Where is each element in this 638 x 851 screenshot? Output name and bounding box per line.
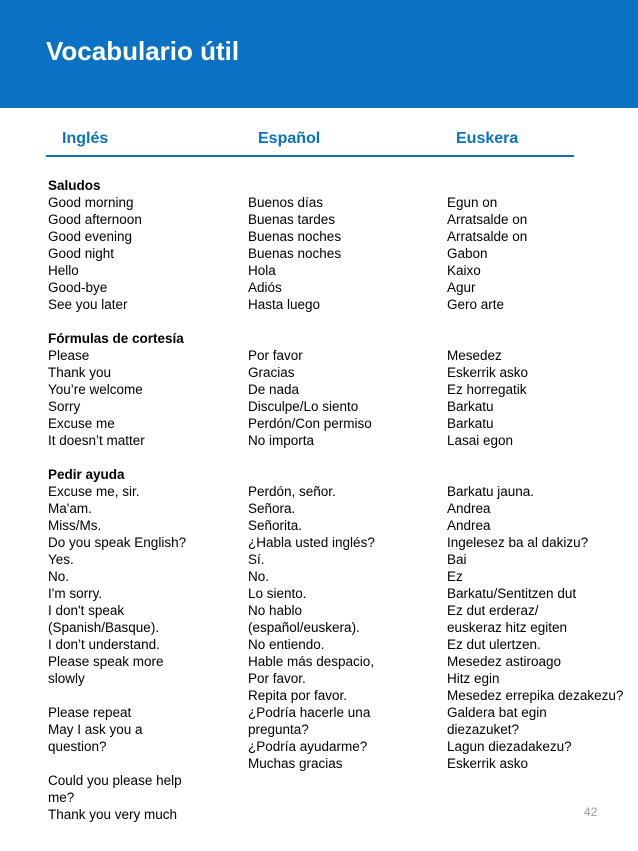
spanish-phrase: No. — [248, 569, 270, 584]
english-phrase: Good-bye — [48, 280, 108, 295]
spanish-phrase — [248, 466, 375, 483]
english-phrase: Hello — [48, 263, 79, 278]
basque-phrase: Hitz egin — [447, 671, 500, 686]
spanish-phrase: Por favor — [248, 348, 303, 363]
spanish-phrase: Sí. — [248, 552, 265, 567]
spanish-phrase: Buenas noches — [248, 246, 342, 261]
english-phrase: Ma'am. — [48, 501, 92, 516]
section-heading: Fórmulas de cortesía — [48, 331, 184, 346]
english-phrase: Good evening — [48, 229, 133, 244]
spanish-phrase: Señora. — [248, 501, 296, 516]
basque-phrase: Ez horregatik — [447, 382, 527, 397]
english-phrase: You’re welcome — [48, 382, 143, 397]
basque-phrase: euskeraz hitz egiten — [447, 620, 568, 635]
spanish-phrase: Lo siento. — [248, 586, 307, 601]
english-phrase: Sorry — [48, 399, 81, 414]
section-heading: Pedir ayuda — [48, 467, 125, 482]
column-header-basque: Euskera — [456, 130, 519, 147]
basque-phrase: Arratsalde on — [447, 212, 528, 227]
english-phrase: question? — [48, 739, 107, 754]
spanish-phrase: Buenos días — [248, 195, 324, 210]
english-phrase: Good morning — [48, 195, 134, 210]
basque-phrase: Lasai egon — [447, 433, 514, 448]
spanish-phrase: Por favor. — [248, 671, 306, 686]
page-number: 42 — [584, 805, 598, 819]
english-phrase: me? — [48, 790, 75, 805]
spanish-phrase: ¿Podría hacerle una — [248, 705, 371, 720]
basque-phrase: Eskerrik asko — [447, 756, 529, 771]
section-heading: Saludos — [48, 178, 101, 193]
basque-phrase: Egun on — [447, 195, 498, 210]
header-divider — [46, 155, 574, 157]
basque-phrase: Andrea — [447, 501, 491, 516]
english-phrase: I don’t understand. — [48, 637, 160, 652]
basque-phrase: Arratsalde on — [447, 229, 528, 244]
english-phrase: I don't speak — [48, 603, 125, 618]
basque-phrase: Barkatu jauna. — [447, 484, 535, 499]
basque-phrase — [447, 330, 623, 347]
column-header-spanish: Español — [258, 130, 321, 147]
basque-phrase: Eskerrik asko — [447, 365, 529, 380]
basque-phrase: Andrea — [447, 518, 491, 533]
spanish-phrase: Adiós — [248, 280, 282, 295]
spanish-phrase — [248, 313, 375, 330]
spanish-phrase: Disculpe/Lo siento — [248, 399, 359, 414]
basque-phrase: Lagun diezadakezu? — [447, 739, 572, 754]
spanish-phrase: pregunta? — [248, 722, 309, 737]
basque-phrase — [447, 466, 623, 483]
basque-phrase — [447, 449, 623, 466]
basque-phrase: Ez dut ulertzen. — [447, 637, 541, 652]
spanish-phrase: Muchas gracias — [248, 756, 343, 771]
page-title: Vocabulario útil — [46, 36, 240, 66]
english-phrase: See you later — [48, 297, 128, 312]
english-phrase — [48, 755, 186, 772]
english-phrase: Miss/Ms. — [48, 518, 102, 533]
spanish-phrase: (español/euskera). — [248, 620, 360, 635]
basque-phrase: Barkatu/Sentitzen dut — [447, 586, 577, 601]
basque-phrase: Gero arte — [447, 297, 505, 312]
english-phrase: It doesn’t matter — [48, 433, 145, 448]
basque-phrase: Mesedez astiroago — [447, 654, 562, 669]
english-phrase: Yes. — [48, 552, 74, 567]
english-phrase: Please speak more — [48, 654, 164, 669]
basque-phrase: Agur — [447, 280, 476, 295]
english-phrase — [48, 449, 186, 466]
basque-phrase — [447, 313, 623, 330]
basque-phrase: Mesedez errepika dezakezu? — [447, 688, 624, 703]
english-phrase: Excuse me — [48, 416, 115, 431]
spanish-phrase: Gracias — [248, 365, 295, 380]
english-phrase — [48, 313, 186, 330]
basque-phrase: Kaixo — [447, 263, 481, 278]
basque-phrase: Barkatu — [447, 399, 494, 414]
english-phrase: (Spanish/Basque). — [48, 620, 160, 635]
spanish-phrase — [248, 449, 375, 466]
english-phrase: No. — [48, 569, 70, 584]
basque-phrase: Gabon — [447, 246, 488, 261]
basque-phrase: Barkatu — [447, 416, 494, 431]
english-column — [48, 177, 186, 823]
english-phrase — [48, 687, 186, 704]
spanish-phrase — [248, 330, 375, 347]
english-phrase: slowly — [48, 671, 85, 686]
spanish-phrase: Señorita. — [248, 518, 303, 533]
english-phrase: I'm sorry. — [48, 586, 103, 601]
english-phrase: Thank you — [48, 365, 112, 380]
spanish-phrase: No hablo — [248, 603, 303, 618]
english-phrase: Excuse me, sir. — [48, 484, 140, 499]
spanish-phrase: Perdón, señor. — [248, 484, 336, 499]
spanish-phrase — [248, 177, 375, 194]
basque-phrase: Ez — [447, 569, 463, 584]
spanish-phrase: ¿Habla usted inglés? — [248, 535, 375, 550]
english-phrase: Good night — [48, 246, 115, 261]
spanish-phrase: De nada — [248, 382, 300, 397]
spanish-phrase: No entiendo. — [248, 637, 325, 652]
spanish-phrase: No importa — [248, 433, 315, 448]
basque-phrase: Ez dut erderaz/ — [447, 603, 539, 618]
title-banner — [0, 0, 638, 108]
basque-phrase — [447, 177, 623, 194]
spanish-phrase: Hola — [248, 263, 276, 278]
basque-phrase: Mesedez — [447, 348, 502, 363]
basque-phrase: Galdera bat egin — [447, 705, 547, 720]
english-phrase: Please repeat — [48, 705, 132, 720]
spanish-phrase: Repita por favor. — [248, 688, 348, 703]
basque-phrase: Ingelesez ba al dakizu? — [447, 535, 589, 550]
spanish-column — [248, 177, 375, 772]
english-phrase: Please — [48, 348, 90, 363]
basque-phrase: diezazuket? — [447, 722, 520, 737]
spanish-phrase: Buenas tardes — [248, 212, 336, 227]
column-header-english: Inglés — [62, 130, 109, 147]
spanish-phrase: Hasta luego — [248, 297, 321, 312]
spanish-phrase: Hable más despacio, — [248, 654, 375, 669]
spanish-phrase: Perdón/Con permiso — [248, 416, 372, 431]
basque-column — [447, 177, 623, 772]
english-phrase: Could you please help — [48, 773, 182, 788]
english-phrase: Thank you very much — [48, 807, 178, 822]
spanish-phrase: Buenas noches — [248, 229, 342, 244]
english-phrase: Good afternoon — [48, 212, 142, 227]
english-phrase: Do you speak English? — [48, 535, 187, 550]
english-phrase: May I ask you a — [48, 722, 143, 737]
basque-phrase: Bai — [447, 552, 467, 567]
spanish-phrase: ¿Podría ayudarme? — [248, 739, 368, 754]
